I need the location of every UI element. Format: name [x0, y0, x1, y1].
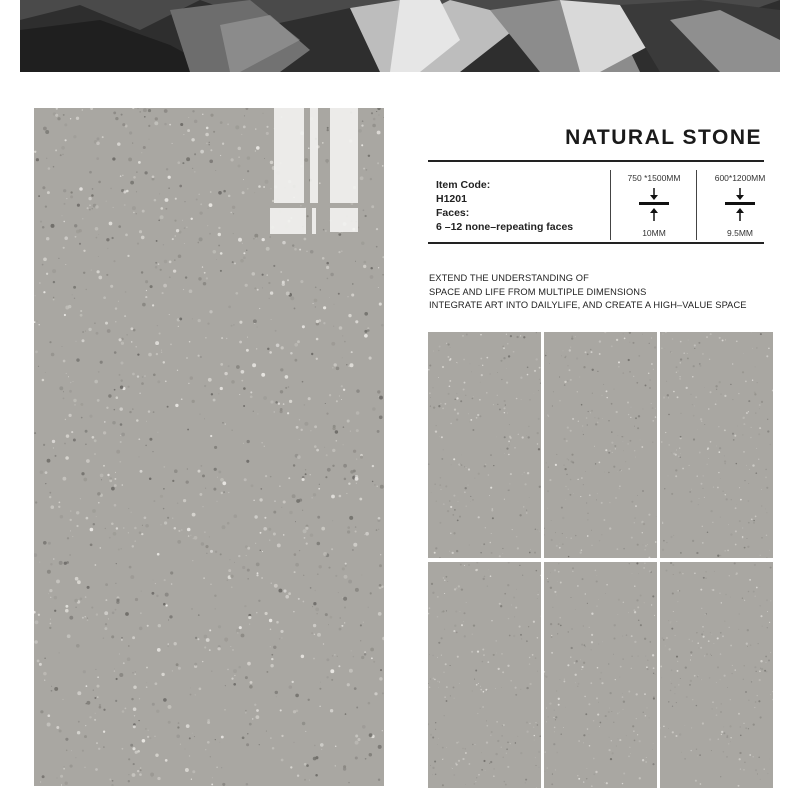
- thickness-icon: [638, 186, 670, 226]
- stone-tile-image: [428, 562, 541, 788]
- stone-tile-image: [34, 108, 384, 786]
- tile-panel: [428, 332, 541, 558]
- tile-panel: [544, 562, 657, 788]
- thickness-icon: [724, 186, 756, 226]
- tile-panel: [428, 562, 541, 788]
- tile-panel: [660, 332, 773, 558]
- item-code-label: Item Code:: [436, 179, 491, 191]
- mountain-icon: [20, 0, 780, 72]
- size-column-1: [612, 170, 696, 240]
- faces-label: Faces:: [436, 207, 470, 219]
- spec-table: [428, 160, 764, 244]
- description-line: SPACE AND LIFE FROM MULTIPLE DIMENSIONS: [429, 286, 647, 297]
- divider: [610, 170, 611, 240]
- stone-tile-image: [544, 562, 657, 788]
- divider: [696, 170, 697, 240]
- description-line: EXTEND THE UNDERSTANDING OF: [429, 273, 589, 283]
- size-label: 750 *1500MM: [627, 173, 681, 183]
- tile-panel: [660, 562, 773, 788]
- size-column-2: [698, 170, 782, 240]
- item-code-value: H1201: [436, 193, 467, 205]
- tile-panel: [544, 332, 657, 558]
- thickness-label: 9.5MM: [727, 228, 753, 238]
- description-text: [429, 272, 789, 313]
- hero-tile-image: [34, 108, 384, 786]
- mountain-banner-image: [20, 0, 780, 72]
- stone-tile-image: [660, 562, 773, 788]
- faces-value: 6 –12 none–repeating faces: [436, 221, 574, 233]
- page-title: NATURAL STONE: [565, 126, 762, 149]
- tile-layout-grid: [428, 332, 773, 789]
- stone-tile-image: [544, 332, 657, 558]
- thickness-label: 10MM: [642, 228, 666, 238]
- description-line: INTEGRATE ART INTO DAILYLIFE, AND CREATE A HIGH–VALUE SPACE: [429, 300, 747, 310]
- stone-tile-image: [660, 332, 773, 558]
- stone-tile-image: [428, 332, 541, 558]
- spec-details: [436, 178, 606, 234]
- size-label: 600*1200MM: [714, 173, 766, 183]
